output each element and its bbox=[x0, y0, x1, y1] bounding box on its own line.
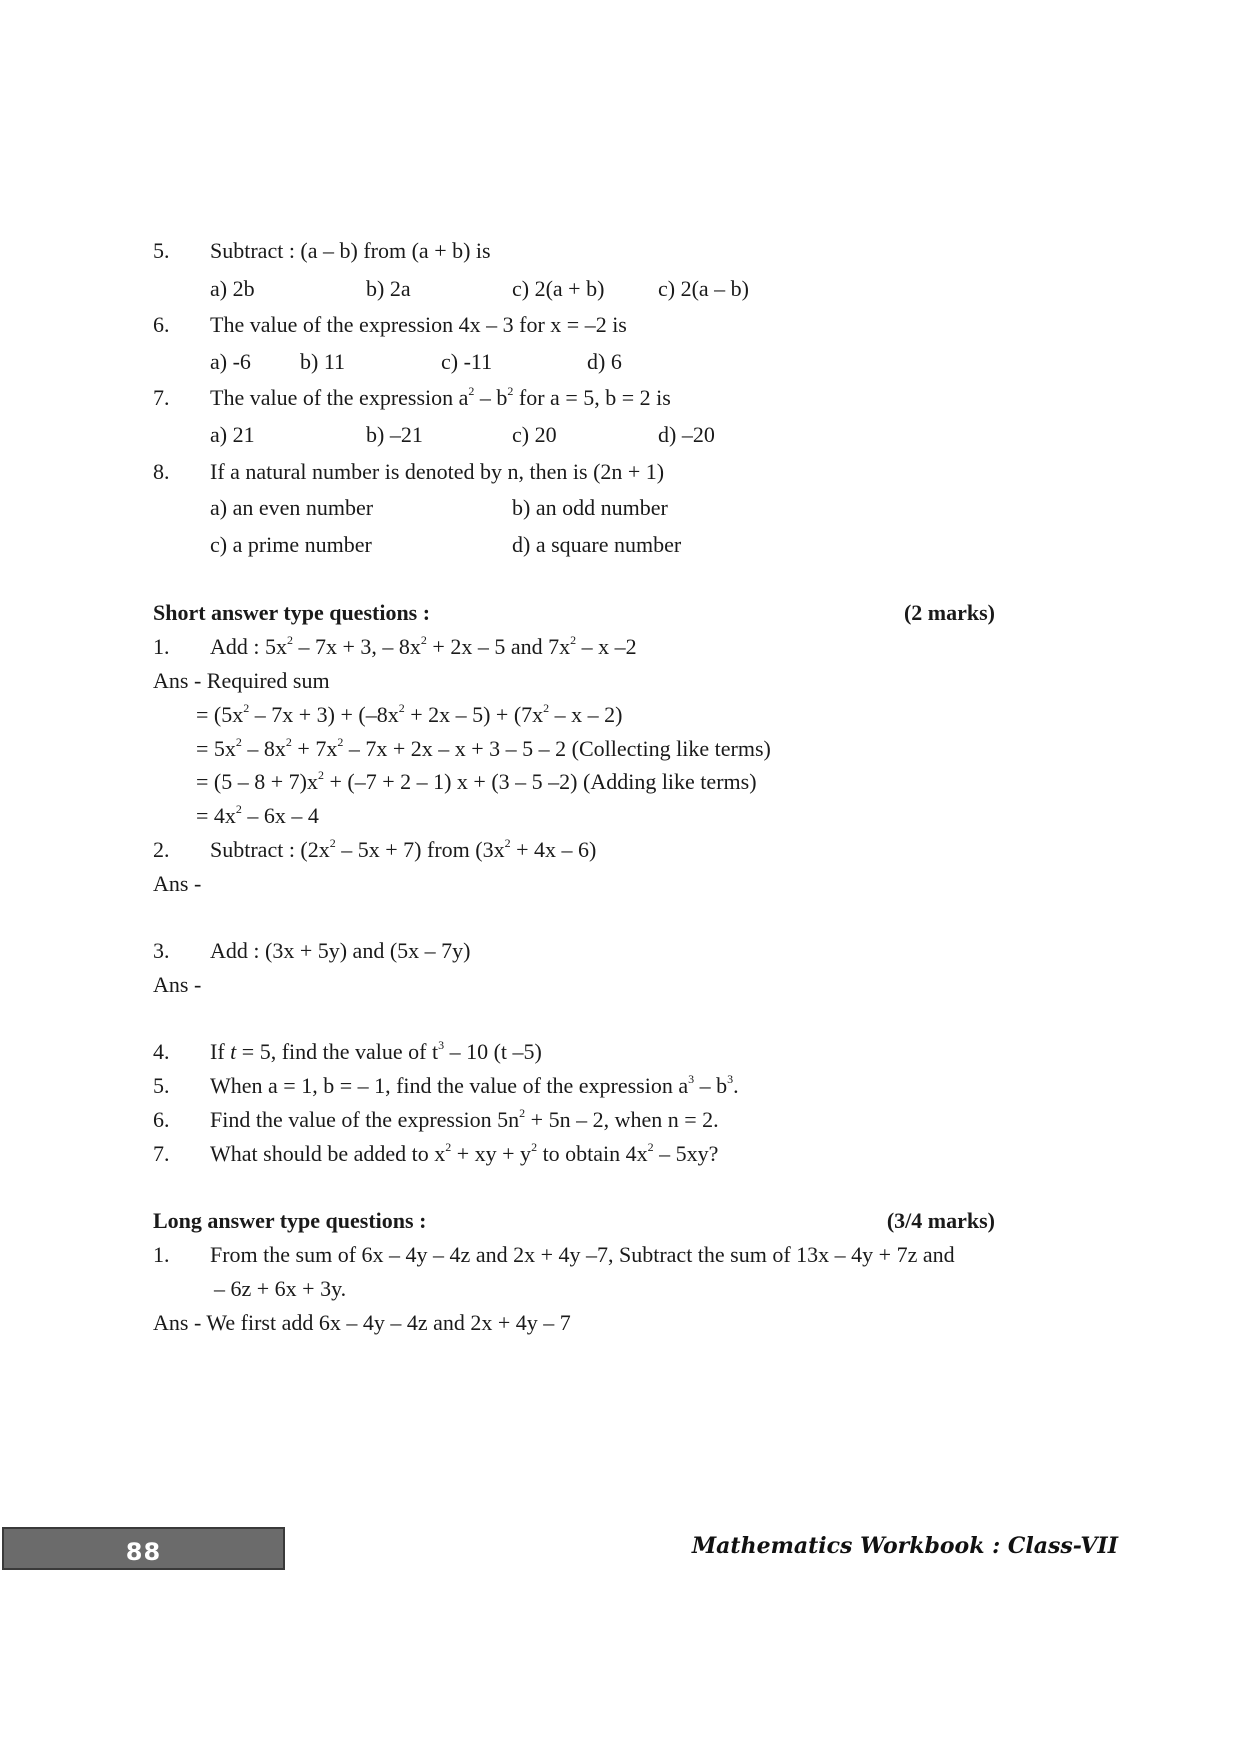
question-text: When a = 1, b = – 1, find the value of the expression $a^3 - b^3$. bbox=[210, 1072, 739, 1098]
option: a) an even number bbox=[210, 495, 374, 520]
option: d) –20 bbox=[658, 422, 715, 447]
option: a) 21 bbox=[210, 422, 255, 447]
question-text: If t = 5, find the value of $t^3 - 10$ (t –5) bbox=[210, 1038, 542, 1064]
question-number: 8. bbox=[153, 459, 170, 484]
question-number: 3. bbox=[153, 938, 170, 963]
option: c) a prime number bbox=[210, 532, 372, 557]
question-text: Find the value of the expression $5n^2 + 5n - 2$, when n = 2. bbox=[210, 1106, 719, 1132]
question-text: The value of the expression $a^2 - b^2$ for a = 5, b = 2 is bbox=[210, 384, 671, 410]
question-text: What should be added to $x^2$ + xy + $y^2$ to obtain $4x^2 - 5xy$? bbox=[210, 1140, 719, 1166]
question-number: 7. bbox=[153, 385, 170, 410]
section-marks: (2 marks) bbox=[903, 600, 995, 625]
answer-label: Ans - bbox=[153, 972, 202, 997]
question-number: 5. bbox=[153, 1073, 170, 1098]
option: d) 6 bbox=[587, 349, 622, 374]
option: b) 2a bbox=[366, 276, 411, 301]
answer-label: Ans - bbox=[153, 871, 202, 896]
section-heading: Long answer type questions : bbox=[153, 1208, 427, 1233]
question-number: 6. bbox=[153, 1107, 170, 1132]
option: b) 11 bbox=[300, 349, 346, 374]
footer-title: Mathematics Workbook : Class-VII bbox=[691, 1533, 1118, 1559]
page-number-box bbox=[2, 1527, 285, 1570]
option: b) –21 bbox=[366, 422, 423, 447]
question-text: Add : $5x^2 - 7x + 3$, – $8x^2 + 2x - 5$ and $7x^2$ – x –2 bbox=[210, 633, 637, 659]
question-number: 2. bbox=[153, 837, 170, 862]
question-number: 6. bbox=[153, 312, 170, 337]
answer-step: = $(5x^2 - 7x + 3) + (-8x^2 + 2x - 5) + (7x^2 - x - 2)$ bbox=[196, 701, 623, 727]
answer-step: = $4x^2 - 6x - 4$ bbox=[196, 802, 319, 828]
question-number: 7. bbox=[153, 1141, 170, 1166]
page-number: 88 bbox=[125, 1538, 162, 1566]
question-text: The value of the expression 4x – 3 for x = –2 is bbox=[210, 312, 627, 337]
option: c) 20 bbox=[512, 422, 557, 447]
question-number: 5. bbox=[153, 238, 170, 263]
question-text: Subtract : (a – b) from (a + b) is bbox=[210, 238, 491, 263]
option: b) an odd number bbox=[512, 495, 668, 520]
question-text: Subtract : $(2x^2 - 5x + 7)$ from $(3x^2 + 4x - 6)$ bbox=[210, 836, 597, 862]
option: a) -6 bbox=[210, 349, 251, 374]
option: c) -11 bbox=[441, 349, 493, 374]
option: c) 2(a – b) bbox=[658, 276, 750, 301]
answer-label: Ans - Required sum bbox=[153, 668, 330, 693]
option: c) 2(a + b) bbox=[512, 276, 605, 301]
answer-step: = $5x^2 - 8x^2 + 7x^2 - 7x + 2x - x + 3 - 5 - 2$ (Collecting like terms) bbox=[196, 735, 771, 761]
section-heading: Short answer type questions : bbox=[153, 600, 431, 625]
question-text: From the sum of 6x – 4y – 4z and 2x + 4y –7, Subtract the sum of 13x – 4y + 7z and bbox=[210, 1242, 955, 1267]
question-number: 1. bbox=[153, 1242, 170, 1267]
question-text: Add : (3x + 5y) and (5x – 7y) bbox=[210, 938, 471, 963]
question-number: 4. bbox=[153, 1039, 170, 1064]
question-text-continued: – 6z + 6x + 3y. bbox=[214, 1276, 347, 1301]
section-marks: (3/4 marks) bbox=[886, 1208, 995, 1233]
answer-step: = $(5 - 8 + 7)x^2 + (-7 + 2 - 1)$ x + (3 – 5 –2) (Adding like terms) bbox=[196, 768, 757, 794]
option: a) 2b bbox=[210, 276, 255, 301]
question-text: If a natural number is denoted by n, then is (2n + 1) bbox=[210, 459, 665, 484]
option: d) a square number bbox=[512, 532, 682, 557]
answer-text: Ans - We first add 6x – 4y – 4z and 2x + 4y – 7 bbox=[153, 1310, 571, 1335]
question-number: 1. bbox=[153, 634, 170, 659]
